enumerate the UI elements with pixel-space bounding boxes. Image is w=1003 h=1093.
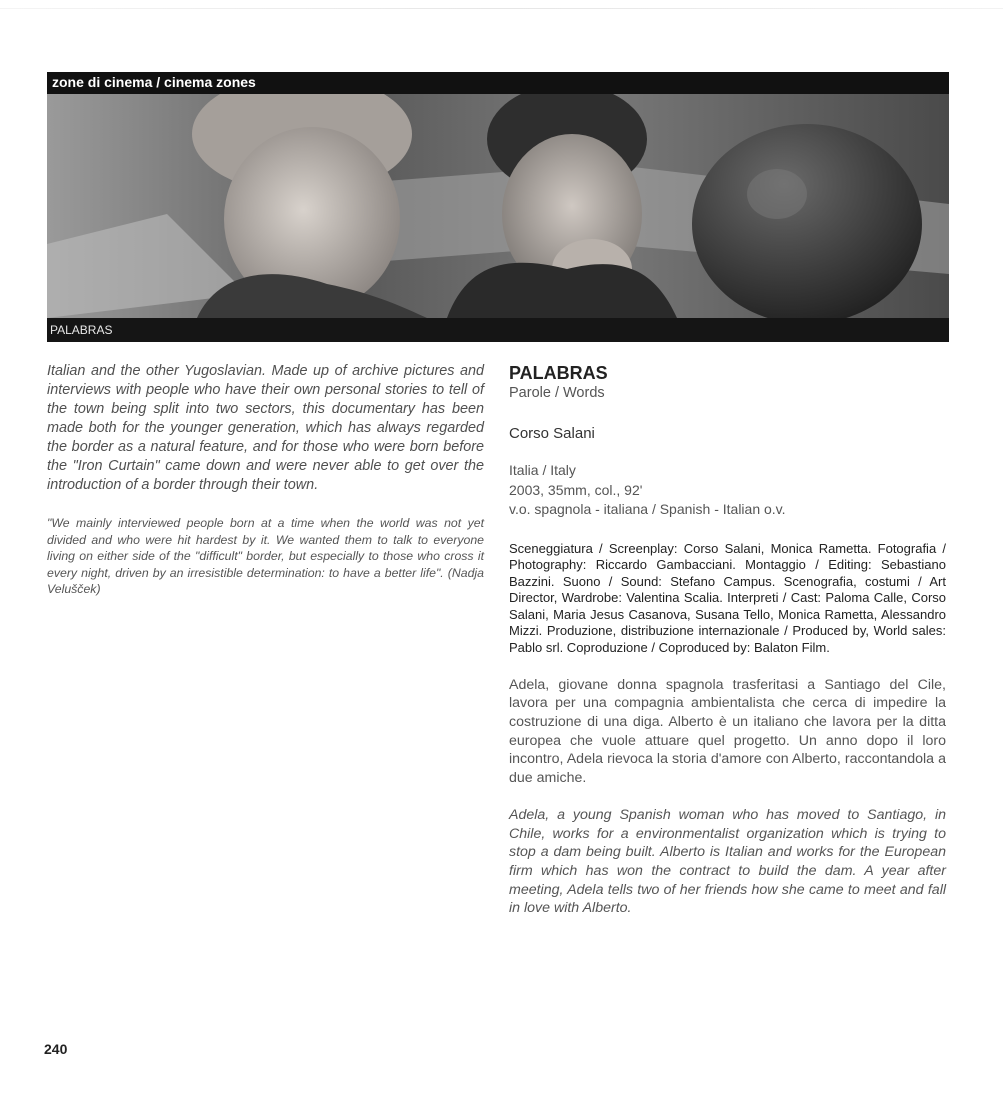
section-label: zone di cinema / cinema zones [52,74,256,90]
left-column [47,362,484,598]
film-meta [509,461,946,520]
director-quote: "We mainly interviewed people born at a time when the world was not yet divided and who were hit hardest by it. We wanted them to talk to everyone living on either side of the "difficult" border, but especially to those who cross it every night, driven by an irresistible determination: to have a better life". (Nadja Velušček) [47,516,484,596]
banner-caption-bar [47,318,949,342]
banner-header-bar [47,72,949,94]
page-number: 240 [44,1041,68,1057]
synopsis-italian: Adela, giovane donna spagnola trasferitasi a Santiago del Cile, lavora per una compagnia ambientalista che cerca di impedire la costruzione di una diga. Alberto è un italiano che lavora per la ditta europea che vuole attuare quel progetto. Un anno dopo il loro incontro, Adela rievoca la storia d'amore con Alberto, raccontandola a due amiche. [509,676,946,787]
film-title: PALABRAS [509,363,608,383]
image-caption: PALABRAS [50,323,113,337]
film-technical: 2003, 35mm, col., 92' [509,481,643,498]
film-country: Italia / Italy [509,462,576,478]
film-language: v.o. spagnola - italiana / Spanish - Italian o.v. [509,501,786,517]
film-still-image [47,94,949,318]
film-subtitle: Parole / Words [509,385,605,401]
film-credits: Sceneggiatura / Screenplay: Corso Salani, Monica Rametta. Fotografia / Photography: Riccardo Gambacciani. Montaggio / Editing: Sebastiano Bazzini. Suono / Sound: Stefano Campus. Scenografia, costumi / Art Director, Wardrobe: Valentina Scalia. Interpreti / Cast: Paloma Calle, Corso Salani, Maria Jesus Casanova, Susana Tello, Monica Rametta, Alessandro Mizzi. Produzione, distribuzione internazionale / Produced by, World sales: Pablo srl. Coproduzione / Coproduced by: Balaton Film. [509,540,946,656]
film-director: Corso Salani [509,425,595,442]
page-top-rule [0,8,1003,9]
synopsis-english: Adela, a young Spanish woman who has moved to Santiago, in Chile, works for a environmentalist organization which is trying to stop a dam being built. Alberto is Italian and works for the European firm which has won the contract to build the dam. A year after meeting, Adela tells two of her friends how she came to meet and fall in love with Alberto. [509,806,946,917]
right-column [509,362,946,918]
intro-text: Italian and the other Yugoslavian. Made up of archive pictures and interviews with people who have their own personal stories to tell of the town being split into two sectors, this documentary has been made both for the younger generation, which has always regarded the border as a natural feature, and for those who were born before the "Iron Curtain" came down and were never able to get over the introduction of a border through their town. [47,363,484,493]
film-still-banner [47,72,949,342]
